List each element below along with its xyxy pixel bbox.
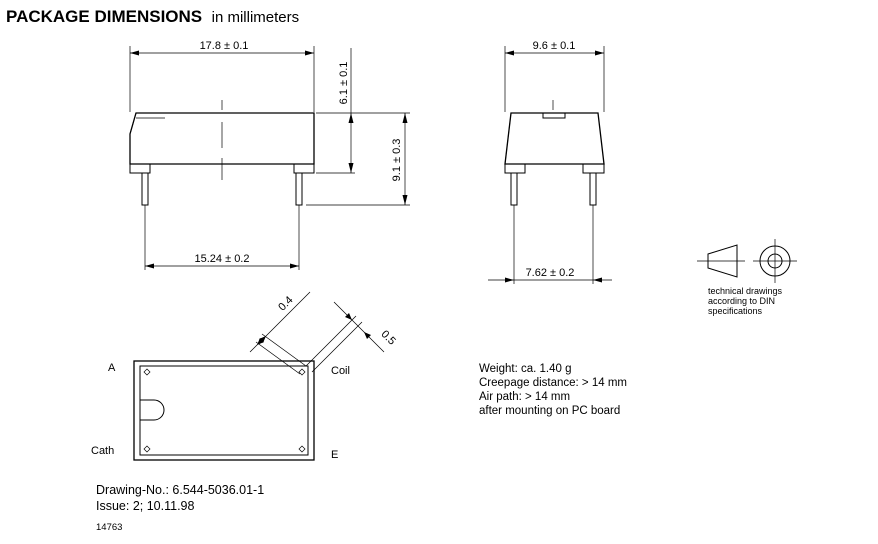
pin-markers	[144, 369, 305, 452]
top-notch	[140, 400, 164, 420]
pin-label-cath: Cath	[91, 445, 115, 457]
drawing-id: 14763	[96, 522, 123, 533]
length-label: 17.8 ± 0.1	[199, 40, 249, 52]
end-body-outline	[505, 113, 604, 164]
gap-a-ext-1	[256, 342, 300, 374]
gap-a-arrows	[257, 336, 266, 345]
drawing-info	[96, 483, 264, 533]
total-height-label: 9.1 ± 0.3	[391, 138, 403, 182]
pin-label-e: E	[331, 449, 339, 461]
gap-a-label: 0.4	[276, 294, 296, 314]
title-normal: in millimeters	[211, 9, 300, 26]
title-bold: PACKAGE DIMENSIONS	[6, 7, 203, 26]
front-view	[130, 40, 410, 270]
end-view	[488, 40, 612, 284]
specification-notes	[479, 363, 627, 417]
end-standoff-left	[505, 164, 525, 173]
drawing-issue: Issue: 2; 10.11.98	[96, 499, 195, 513]
end-pin-right	[590, 173, 596, 205]
din-note-line-2: according to DIN	[708, 296, 776, 306]
din-note-line-3: specifications	[708, 306, 763, 316]
gap-b-dim-line	[334, 302, 384, 352]
front-pin-right	[296, 173, 302, 205]
front-standoff-right	[294, 164, 314, 173]
din-projection-symbol	[697, 239, 797, 316]
row-pitch-label: 7.62 ± 0.2	[525, 267, 575, 279]
din-note-line-1: technical drawings	[708, 286, 783, 296]
front-standoff-left	[130, 164, 150, 173]
note-air-path: Air path: > 14 mm	[479, 391, 571, 403]
drawing-number: Drawing-No.: 6.544-5036.01-1	[96, 483, 265, 497]
gap-b-ext-1	[306, 316, 356, 366]
note-creepage: Creepage distance: > 14 mm	[479, 377, 627, 389]
end-pin-left	[511, 173, 517, 205]
pin-label-a: A	[108, 362, 116, 374]
front-pin-left	[142, 173, 148, 205]
gap-b-label: 0.5	[378, 328, 398, 348]
top-body-outer	[134, 361, 314, 460]
pin-label-coil: Coil	[331, 365, 350, 377]
front-chamfer	[130, 113, 136, 134]
top-body-inner	[140, 366, 308, 455]
width-label: 9.6 ± 0.1	[532, 40, 576, 52]
note-weight: Weight: ca. 1.40 g	[479, 363, 572, 375]
pitch-label: 15.24 ± 0.2	[194, 253, 250, 265]
page-title	[6, 7, 299, 26]
end-top-notch	[543, 113, 565, 118]
end-left-edge	[505, 113, 511, 164]
top-view	[91, 292, 398, 461]
body-height-label: 6.1 ± 0.1	[338, 61, 350, 105]
end-standoff-right	[583, 164, 604, 173]
note-mounting: after mounting on PC board	[479, 405, 621, 417]
